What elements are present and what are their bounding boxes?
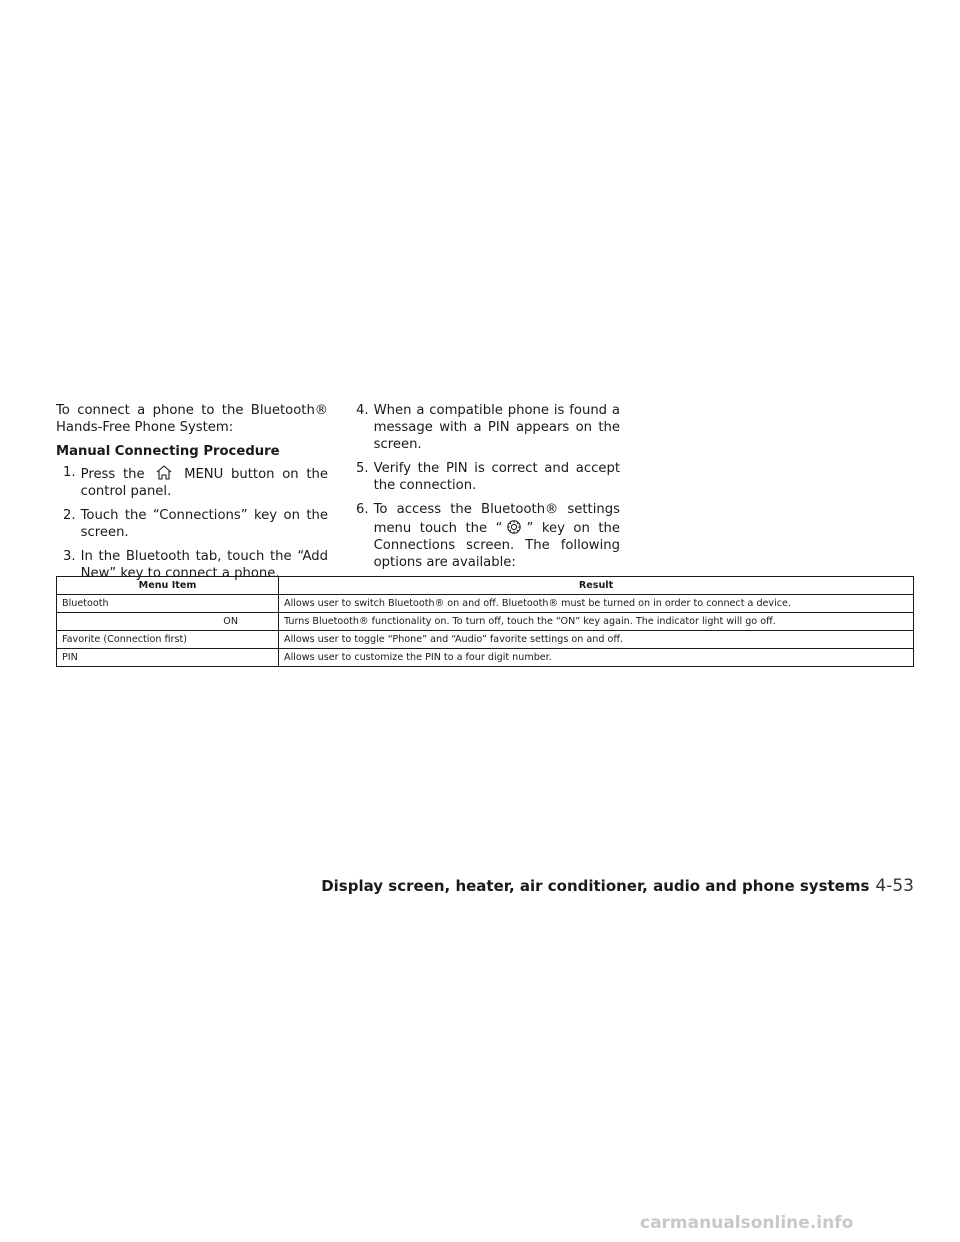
step-number: 4. <box>356 403 369 418</box>
watermark: carmanualsonline.info <box>640 1213 854 1233</box>
page-number: 4-53 <box>875 876 914 896</box>
step-number: 2. <box>63 508 76 523</box>
result-cell: Turns Bluetooth® functionality on. To turn off, touch the “ON” key again. The indicator light will go off. <box>279 613 914 631</box>
menu-item-cell: Bluetooth <box>57 595 279 613</box>
step-number: 1. <box>63 465 76 480</box>
left-column <box>56 402 328 589</box>
list-item <box>356 460 620 494</box>
result-cell: Allows user to toggle “Phone” and “Audio” favorite settings on and off. <box>279 631 914 649</box>
menu-item-cell: PIN <box>57 649 279 667</box>
step-number: 3. <box>63 549 76 564</box>
gear-icon <box>502 518 526 536</box>
result-cell: Allows user to switch Bluetooth® on and off. Bluetooth® must be turned on in order to connect a device. <box>279 595 914 613</box>
table-row <box>57 595 914 613</box>
menu-item-cell: ON <box>57 613 279 631</box>
step-text: Touch the “Connections” key on the screen. <box>80 508 328 540</box>
section-heading: Manual Connecting Procedure <box>56 444 280 459</box>
result-cell: Allows user to customize the PIN to a four digit number. <box>279 649 914 667</box>
step-text: In the Bluetooth tab, touch the “Add New” key to connect a phone. <box>80 549 328 581</box>
list-item <box>56 507 328 541</box>
step-number: 5. <box>356 461 369 476</box>
table-row <box>57 649 914 667</box>
home-icon <box>152 464 176 482</box>
step-text: To access the Bluetooth® settings menu touch the “ ” key on the Connections screen. The following options are available: <box>373 502 620 570</box>
page-footer <box>321 876 914 896</box>
bluetooth-settings-table <box>56 576 914 667</box>
step-text: When a compatible phone is found a message with a PIN appears on the screen. <box>373 403 620 452</box>
intro-text: To connect a phone to the Bluetooth® Hands-Free Phone System: <box>56 403 328 435</box>
list-item <box>356 501 620 571</box>
table-row <box>57 631 914 649</box>
list-item <box>356 402 620 453</box>
step-text: Verify the PIN is correct and accept the connection. <box>373 461 620 493</box>
table-header-row <box>57 577 914 595</box>
right-column <box>356 402 620 578</box>
table-row <box>57 613 914 631</box>
step-number: 6. <box>356 502 369 517</box>
footer-section-title: Display screen, heater, air conditioner, audio and phone systems <box>321 877 870 895</box>
column-header-result: Result <box>279 577 914 595</box>
step-text: Press the MENU button on the control panel. <box>81 464 328 500</box>
column-header-menu-item: Menu Item <box>57 577 279 595</box>
menu-item-cell: Favorite (Connection first) <box>57 631 279 649</box>
list-item <box>56 464 328 500</box>
